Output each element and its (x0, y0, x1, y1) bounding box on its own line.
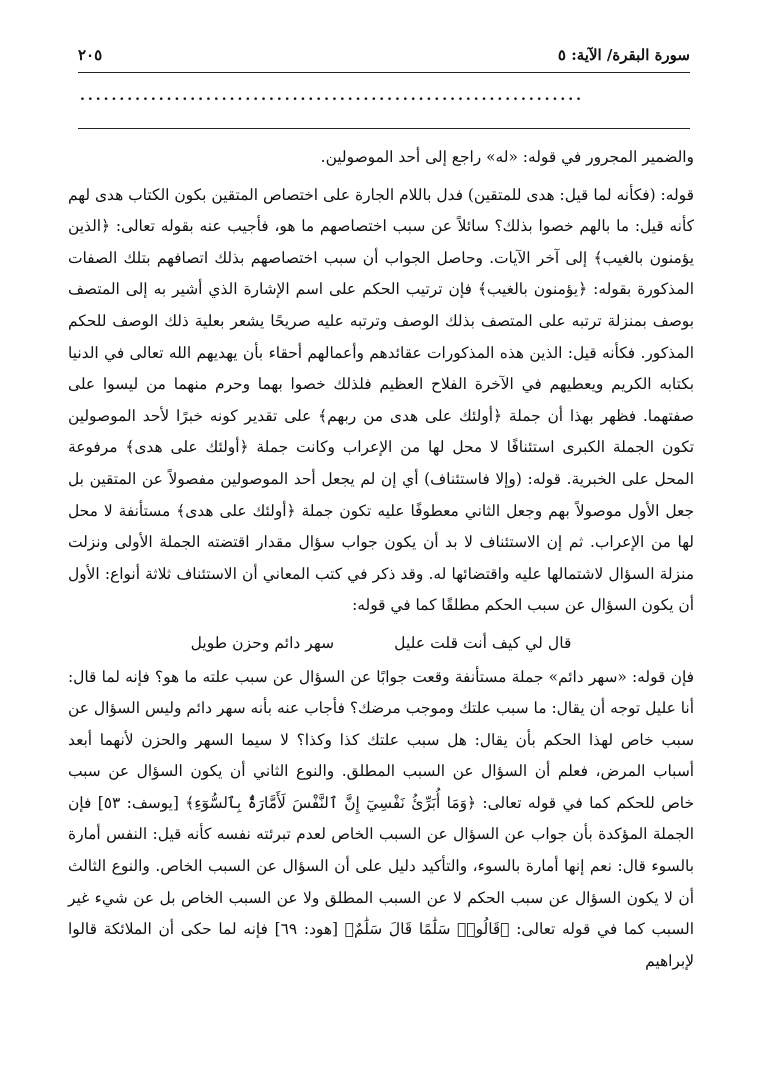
content-rule (78, 128, 690, 129)
page-number: ٢٠٥ (78, 46, 103, 64)
poetry-verse (68, 628, 694, 660)
header-rule (78, 72, 690, 73)
page-header (78, 42, 690, 68)
paragraph-commentary: قوله: (فكأنه لما قيل: هدى للمتقين) فدل باللام الجارة على اختصاص المتقين بكون الكتاب هدى لهم كأنه قيل: ما بالهم خصوا بذلك؟ سائلاً عن سبب اختصاصهم ما هو، فأجيب عنه بقوله تعالى: ﴿الذين يؤمنون بالغيب﴾ إلى آخر الآيات. وحاصل الجواب أن سبب اختصاصهم بذلك اتصافهم بتلك الصفات المذكورة بقوله: ﴿يؤمنون بالغيب﴾ فإن ترتيب الحكم على اسم الإشارة الذي أشير به إلى المتصف بوصف بمنزلة ترتبه على المتصف بذلك الوصف وترتبه عليه صريحًا يشعر بعلية ذلك الوصف للحكم المذكور. فكأنه قيل: الذين هذه المذكورات عقائدهم وأعمالهم أحقاء بأن يهديهم الله تعالى في الدنيا بكتابه الكريم ويعطيهم في الآخرة الفلاح العظيم فلذلك خصوا بهما وحرم منهما من ليسوا على صفتهما. فظهر بهذا أن جملة ﴿أولئك على هدى من ربهم﴾ على تقدير كونه خبرًا لأحد الموصولين تكون الجملة الكبرى استئنافًا لا محل لها من الإعراب وكانت جملة ﴿أولئك على هدى﴾ مرفوعة المحل على الخبرية. قوله: (وإلا فاستئناف) أي إن لم يجعل أحد الموصولين مفصولاً عن المتقين بل جعل الأول موصولاً بهم وجعل الثاني معطوفًا عليه تكون جملة ﴿أولئك على هدى﴾ مستأنفة لا محل لها من الإعراب. ثم إن الاستئناف لا بد أن يكون جواب سؤال مقدار اقتضته الجملة الأولى ونزلت منزلة السؤال لاشتمالها عليه واقتضائها له. وقد ذكر في كتب المعاني أن الاستئناف ثلاثة أنواع: الأول أن يكون السؤال عن سبب الحكم مطلقًا كما في قوله: (68, 185, 694, 615)
page-body (68, 142, 694, 1062)
separator-dots: ................................................................ (80, 88, 584, 104)
paragraph-closing: فإن قوله: «سهر دائم» جملة مستأنفة وقعت جوابًا عن السؤال عن سبب علته ما هو؟ فإنه لما قال: أنا عليل توجه أن يقال: ما سبب علتك وموجب مرضك؟ فأجاب عنه بأنه سهر دائم وليس السؤال عن سبب خاص لهذا الحكم بأن يقال: هل سبب علتك كذا وكذا؟ لا سيما السهر والحزن لأنهما أبعد أسباب المرض، فعلم أن السؤال عن السبب المطلق. والنوع الثاني أن يكون السؤال عن سبب خاص للحكم كما في قوله تعالى: ﴿وَمَا أُبَرِّئُ نَفْسِيٓ إِنَّ ٱلنَّفْسَ لَأَمَّارَةٌۢ بِٱلسُّوٓءِ﴾ [يوسف: ٥٣] فإن الجملة المؤكدة بأن جواب عن السؤال عن السبب الخاص لعدم تبرئته نفسه كأنه قيل: النفس أمارة بالسوء قال: نعم إنها أمارة بالسوء، والتأكيد دليل على أن السؤال عن السبب الخاص. والنوع الثالث أن لا يكون السؤال عن سبب الحكم لا عن السبب المطلق ولا عن السبب الخاص بل عن شيء غير السبب كما في قوله تعالى: ﴿قَالُوا۟ سَلَٰمًا قَالَ سَلَٰمٌ﴾ [هود: ٦٩] فإنه لما حكى أن الملائكة قالوا لإبراهيم (68, 667, 694, 970)
paragraph-intro: والضمير المجرور في قوله: «له» راجع إلى أحد الموصولين. (320, 148, 694, 166)
verse-second-hemistich: سهر دائم وحزن طويل (190, 633, 335, 652)
running-title: سورة البقرة/ الآية: ٥ (557, 46, 690, 64)
verse-first-hemistich: قال لي كيف أنت قلت عليل (394, 633, 572, 652)
